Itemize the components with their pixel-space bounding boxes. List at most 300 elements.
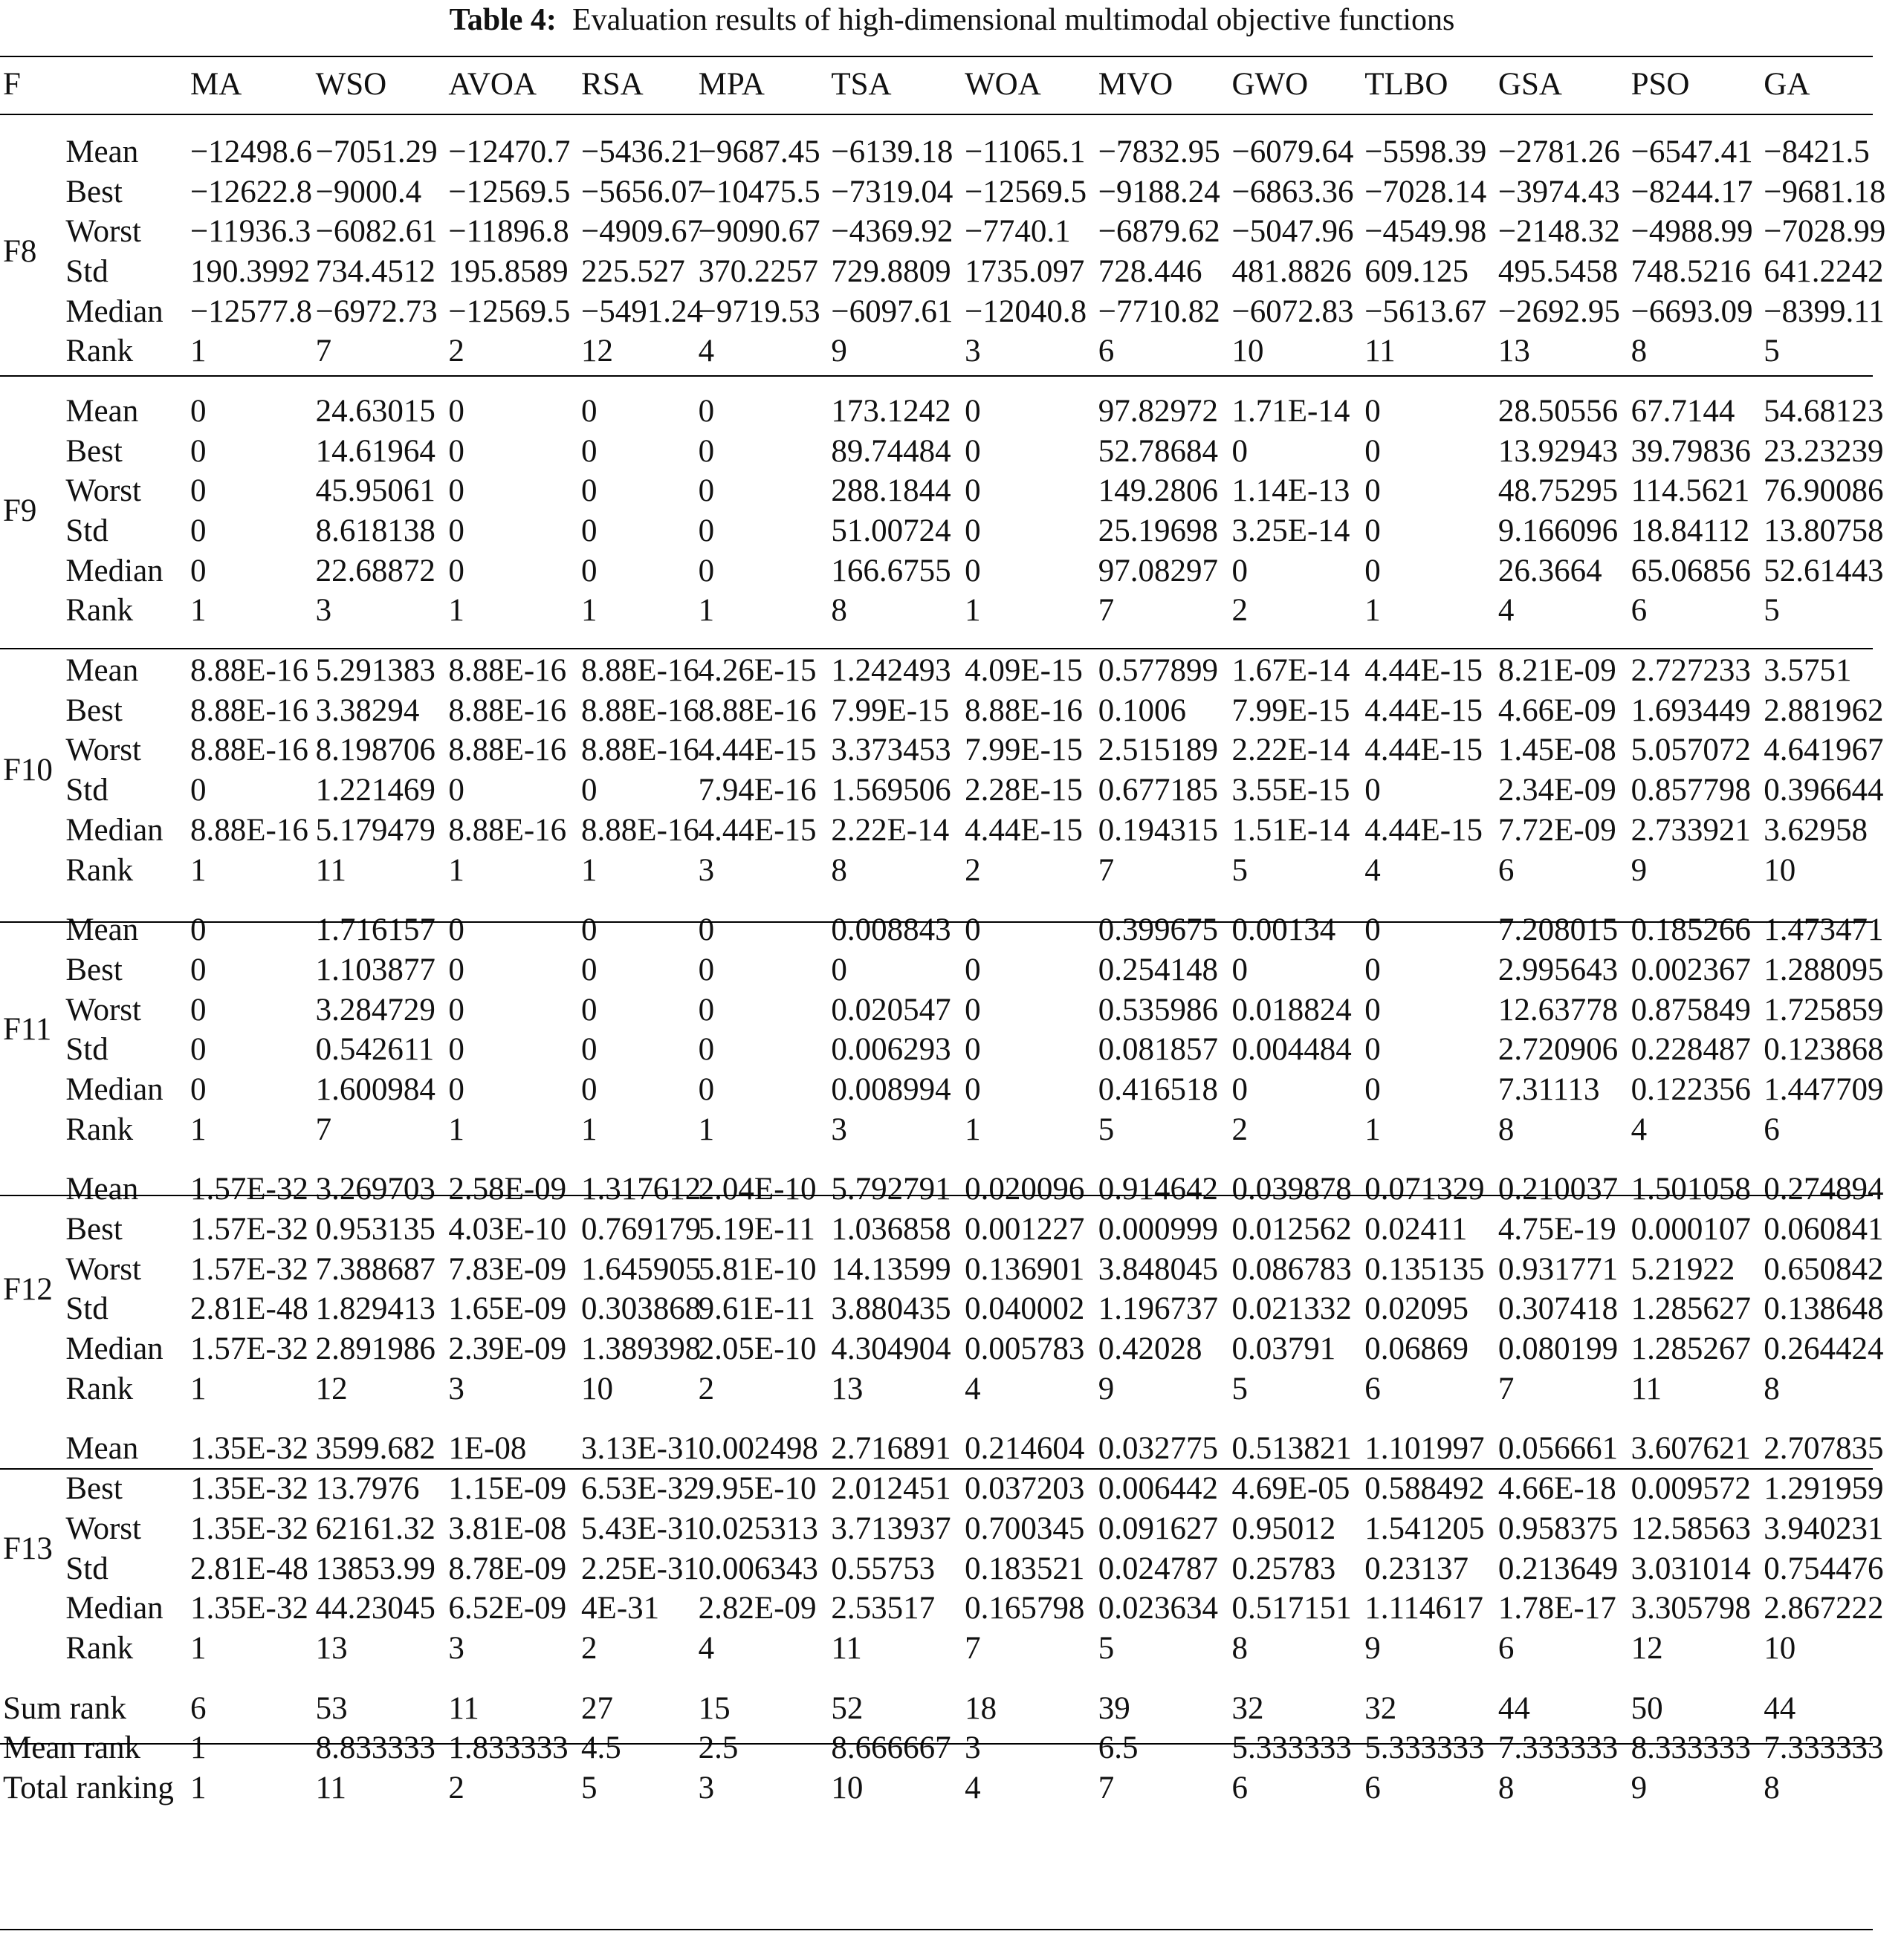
table-cell: 0 [698, 1071, 715, 1107]
table-cell: 0 [698, 393, 715, 429]
table-cell: 0 [448, 1032, 464, 1068]
table-cell: 2 [1231, 593, 1248, 629]
table-row [0, 1409, 1873, 1470]
table-cell: 51.00724 [831, 513, 951, 549]
table-cell: 8.666667 [831, 1730, 951, 1766]
table-rule [0, 375, 1873, 377]
table-rule [0, 921, 1873, 923]
table-cell: 39.79836 [1631, 433, 1751, 469]
table-cell: 39 [1098, 1690, 1130, 1726]
table-cell: 0 [448, 513, 464, 549]
table-cell: 44 [1497, 1690, 1530, 1726]
table-row [0, 1369, 1873, 1409]
table-cell: 0.588492 [1364, 1471, 1485, 1507]
table-cell: 0.875849 [1631, 992, 1751, 1028]
column-header: RSA [581, 66, 644, 102]
stat-label: Median [65, 293, 163, 329]
table-cell: 3.031014 [1631, 1551, 1751, 1586]
stat-label: Mean [65, 653, 139, 689]
table-cell: 1.71E-14 [1231, 393, 1350, 429]
table-cell: −9090.67 [698, 214, 820, 250]
table-cell: 0.023634 [1098, 1591, 1219, 1626]
table-cell: 728.446 [1098, 253, 1202, 289]
stat-label: Mean [65, 134, 139, 169]
table-cell: 8 [1764, 1770, 1780, 1805]
table-cell: 0 [448, 912, 464, 948]
table-cell: 4.44E-15 [1364, 692, 1483, 728]
table-cell: 0.025313 [698, 1511, 818, 1546]
table-cell: −2692.95 [1497, 293, 1620, 329]
table-cell: 0.396644 [1764, 773, 1884, 808]
table-cell: 4.26E-15 [698, 653, 817, 689]
table-cell: 0 [581, 773, 598, 808]
column-header: TLBO [1364, 66, 1448, 102]
table-cell: 0 [581, 1071, 598, 1107]
table-cell: 1 [190, 852, 207, 888]
table-cell: 0.006442 [1098, 1471, 1219, 1507]
table-cell: 1.447709 [1764, 1071, 1884, 1107]
stat-label: Std [65, 1032, 109, 1068]
table-cell: −11936.3 [190, 214, 311, 250]
table-cell: 12 [581, 334, 614, 369]
table-cell: 0 [1364, 433, 1381, 469]
table-row [0, 1589, 1873, 1629]
table-cell: 4 [1364, 852, 1381, 888]
table-cell: 0.056661 [1497, 1431, 1619, 1467]
table-rule [0, 56, 1873, 57]
table-cell: 1 [190, 1112, 207, 1147]
table-cell: −2781.26 [1497, 134, 1620, 169]
table-cell: 0.00134 [1231, 912, 1336, 948]
table-cell: 0.416518 [1098, 1071, 1219, 1107]
table-cell: −5613.67 [1364, 293, 1487, 329]
table-cell: 0.123868 [1764, 1032, 1884, 1068]
table-cell: 481.8826 [1231, 253, 1352, 289]
table-cell: 0.002498 [698, 1431, 818, 1467]
table-caption [0, 1, 1904, 39]
table-cell: 0 [190, 1071, 207, 1107]
table-row [0, 591, 1873, 632]
table-cell: 0.021332 [1231, 1291, 1352, 1327]
table-cell: 4.304904 [831, 1331, 951, 1367]
table-row [0, 1329, 1873, 1369]
table-cell: 1.833333 [448, 1730, 569, 1766]
table-cell: 0 [698, 473, 715, 509]
table-cell: 2 [965, 852, 981, 888]
stat-label: Worst [65, 733, 141, 768]
table-cell: 0 [965, 952, 981, 987]
table-cell: 1.35E-32 [190, 1591, 308, 1626]
table-cell: 3.38294 [315, 692, 420, 728]
table-cell: 1 [190, 593, 207, 629]
table-cell: 0 [965, 912, 981, 948]
table-cell: 1.78E-17 [1497, 1591, 1616, 1626]
stat-label: Rank [65, 334, 134, 369]
table-cell: 6.52E-09 [448, 1591, 567, 1626]
table-cell: 0.037203 [965, 1471, 1085, 1507]
table-cell: 3.269703 [315, 1172, 435, 1207]
table-cell: 0.000999 [1098, 1212, 1219, 1247]
table-cell: 0.254148 [1098, 952, 1219, 987]
table-cell: 7 [315, 334, 332, 369]
table-cell: 1.196737 [1098, 1291, 1219, 1327]
table-cell: 0 [190, 992, 207, 1028]
table-cell: 76.90086 [1764, 473, 1884, 509]
stat-label: Worst [65, 1511, 141, 1546]
table-cell: 0.213649 [1497, 1551, 1619, 1586]
table-cell: −9719.53 [698, 293, 820, 329]
table-cell: 0 [448, 433, 464, 469]
column-header: TSA [831, 66, 892, 102]
table-cell: 0 [448, 992, 464, 1028]
table-cell: 27 [581, 1690, 614, 1726]
stat-label: Best [65, 174, 123, 210]
table-cell: 53 [315, 1690, 348, 1726]
table-cell: 0.274894 [1764, 1172, 1884, 1207]
table-cell: −5656.07 [581, 174, 704, 210]
table-cell: 3.848045 [1098, 1251, 1219, 1287]
table-cell: −6139.18 [831, 134, 953, 169]
table-cell: 1.57E-32 [190, 1212, 308, 1247]
table-cell: 7.99E-15 [965, 733, 1083, 768]
stat-label: Median [65, 1331, 163, 1367]
table-cell: 6 [190, 1690, 207, 1726]
table-cell: 3 [965, 1730, 981, 1766]
table-cell: 0 [581, 473, 598, 509]
table-cell: 1.114617 [1364, 1591, 1483, 1626]
table-cell: 190.3992 [190, 253, 311, 289]
table-cell: 1.65E-09 [448, 1291, 567, 1327]
function-label: F8 [3, 234, 37, 270]
table-cell: 4.66E-09 [1497, 692, 1616, 728]
stat-label: Worst [65, 992, 141, 1028]
table-cell: −6863.36 [1231, 174, 1354, 210]
table-cell: 2 [448, 334, 464, 369]
table-cell: 0 [190, 952, 207, 987]
table-cell: 3599.682 [315, 1431, 435, 1467]
column-header: MPA [698, 66, 765, 102]
table-cell: 8.88E-16 [448, 812, 567, 848]
table-cell: 2.81E-48 [190, 1291, 308, 1327]
table-row [0, 1509, 1873, 1549]
table-cell: 11 [315, 852, 347, 888]
table-cell: 6 [1098, 334, 1115, 369]
table-cell: 25.19698 [1098, 513, 1219, 549]
table-cell: 0.091627 [1098, 1511, 1219, 1546]
table-cell: 0.002367 [1631, 952, 1751, 987]
table-cell: 13 [1497, 334, 1530, 369]
table-cell: 8 [1631, 334, 1648, 369]
table-cell: 8 [1764, 1371, 1780, 1406]
table-cell: 7.83E-09 [448, 1251, 567, 1287]
table-cell: 0 [965, 553, 981, 588]
table-cell: 1 [448, 1112, 464, 1147]
table-cell: 0.183521 [965, 1551, 1085, 1586]
table-cell: 0 [965, 992, 981, 1028]
table-cell: −7832.95 [1098, 134, 1220, 169]
table-cell: 495.5458 [1497, 253, 1619, 289]
table-cell: 18 [965, 1690, 997, 1726]
table-cell: 0 [190, 553, 207, 588]
table-cell: 4.44E-15 [1364, 653, 1483, 689]
table-cell: 0.677185 [1098, 773, 1219, 808]
table-cell: 0 [448, 773, 464, 808]
table-cell: 1.242493 [831, 653, 951, 689]
table-row [0, 1030, 1873, 1070]
table-cell: −9687.45 [698, 134, 820, 169]
table-cell: 3 [698, 852, 715, 888]
table-cell: 0.264424 [1764, 1331, 1884, 1367]
table-cell: 1 [1364, 1112, 1381, 1147]
table-cell: −12577.8 [190, 293, 312, 329]
table-cell: 0.081857 [1098, 1032, 1219, 1068]
table-cell: 1.285267 [1631, 1331, 1751, 1367]
table-cell: 1.67E-14 [1231, 653, 1350, 689]
column-header: WOA [965, 66, 1041, 102]
table-cell: −8421.5 [1764, 134, 1870, 169]
table-cell: 3 [448, 1371, 464, 1406]
table-cell: 1.600984 [315, 1071, 435, 1107]
table-cell: −12040.8 [965, 293, 1087, 329]
table-cell: 5.43E-31 [581, 1511, 699, 1546]
table-cell: 8.88E-16 [448, 692, 567, 728]
table-row [0, 472, 1873, 512]
table-cell: 2.04E-10 [698, 1172, 817, 1207]
stat-label: Best [65, 433, 123, 469]
table-cell: 0.542611 [315, 1032, 435, 1068]
table-cell: 5 [1764, 593, 1780, 629]
table-cell: 0.23137 [1364, 1551, 1469, 1586]
table-row [0, 1070, 1873, 1110]
table-cell: 52.61443 [1764, 553, 1884, 588]
table-cell: 0.138648 [1764, 1291, 1884, 1327]
table-cell: 7 [1098, 852, 1115, 888]
table-cell: 10 [1764, 852, 1796, 888]
table-cell: 0.020096 [965, 1172, 1085, 1207]
table-cell: 0 [965, 473, 981, 509]
table-cell: 3.62958 [1764, 812, 1868, 848]
table-cell: 1E-08 [448, 1431, 527, 1467]
table-cell: −12569.5 [965, 174, 1087, 210]
table-cell: 149.2806 [1098, 473, 1219, 509]
table-cell: 5.792791 [831, 1172, 951, 1207]
table-row [0, 112, 1873, 172]
table-cell: −5598.39 [1364, 134, 1487, 169]
table-cell: 3.284729 [315, 992, 435, 1028]
stat-label: Rank [65, 1112, 134, 1147]
table-cell: 5 [1231, 1371, 1248, 1406]
table-cell: 609.125 [1364, 253, 1469, 289]
table-cell: −7740.1 [965, 214, 1071, 250]
table-cell: 0 [965, 513, 981, 549]
table-cell: 11 [448, 1690, 479, 1726]
table-cell: 0.039878 [1231, 1172, 1352, 1207]
table-row [0, 371, 1873, 432]
table-cell: 6.5 [1098, 1730, 1139, 1766]
table-cell: 2.891986 [315, 1331, 435, 1367]
table-cell: 0.122356 [1631, 1071, 1751, 1107]
table-cell: −4988.99 [1631, 214, 1753, 250]
table-cell: 4.5 [581, 1730, 621, 1766]
table-cell: 0.931771 [1497, 1251, 1619, 1287]
table-cell: 7.208015 [1497, 912, 1619, 948]
table-cell: 14.13599 [831, 1251, 951, 1287]
table-cell: 0 [1364, 1032, 1381, 1068]
table-cell: 0.060841 [1764, 1212, 1884, 1247]
table-cell: 5 [1231, 852, 1248, 888]
table-cell: −12498.6 [190, 134, 312, 169]
table-cell: 0.769179 [581, 1212, 702, 1247]
table-title: Evaluation results of high-dimensional multimodal objective functions [571, 3, 1455, 37]
table-cell: 0.25783 [1231, 1551, 1336, 1586]
table-cell: 11 [315, 1770, 347, 1805]
stat-label: Std [65, 513, 109, 549]
table-cell: 0.577899 [1098, 653, 1219, 689]
table-cell: 5 [581, 1770, 598, 1805]
table-row [0, 511, 1873, 551]
table-cell: 52 [831, 1690, 864, 1726]
table-cell: 4.03E-10 [448, 1212, 567, 1247]
table-cell: 0 [581, 433, 598, 469]
table-cell: 5.291383 [315, 653, 435, 689]
table-cell: 0 [965, 433, 981, 469]
table-cell: 3 [965, 334, 981, 369]
table-cell: 1.101997 [1364, 1431, 1485, 1467]
stat-label: Median [65, 1071, 163, 1107]
function-label: F11 [3, 1012, 52, 1048]
table-row [0, 890, 1873, 950]
table-cell: 13 [315, 1630, 348, 1666]
table-cell: 1.285627 [1631, 1291, 1751, 1327]
stat-label: Best [65, 1212, 123, 1247]
table-cell: 5.057072 [1631, 733, 1751, 768]
table-cell: 0.02411 [1364, 1212, 1468, 1247]
table-cell: −12569.5 [448, 293, 571, 329]
table-cell: 0.032775 [1098, 1431, 1219, 1467]
table-cell: 2.28E-15 [965, 773, 1083, 808]
stat-label: Median [65, 553, 163, 588]
table-cell: 0 [581, 992, 598, 1028]
table-cell: 0 [698, 553, 715, 588]
table-cell: 729.8809 [831, 253, 951, 289]
table-cell: 0 [831, 952, 847, 987]
table-cell: 8.88E-16 [965, 692, 1083, 728]
table-cell: 195.8589 [448, 253, 569, 289]
stat-label: Std [65, 773, 109, 808]
table-cell: 4 [1497, 593, 1515, 629]
table-cell: 3 [831, 1112, 847, 1147]
table-cell: 5.19E-11 [698, 1212, 815, 1247]
table-cell: 12 [1631, 1630, 1663, 1666]
table-cell: 14.61964 [315, 433, 435, 469]
table-cell: 0.086783 [1231, 1251, 1352, 1287]
table-row [0, 691, 1873, 731]
table-cell: 5.81E-10 [698, 1251, 817, 1287]
table-cell: 6 [1497, 1630, 1515, 1666]
table-cell: 0.650842 [1764, 1251, 1884, 1287]
table-cell: 0.194315 [1098, 812, 1219, 848]
table-cell: 5 [1098, 1630, 1115, 1666]
table-cell: 3 [315, 593, 332, 629]
table-cell: 4 [965, 1770, 981, 1805]
table-cell: 3.305798 [1631, 1591, 1751, 1626]
table-cell: 748.5216 [1631, 253, 1751, 289]
table-cell: −11065.1 [965, 134, 1086, 169]
table-cell: 0.005783 [965, 1331, 1085, 1367]
table-cell: 0.009572 [1631, 1471, 1751, 1507]
table-cell: 0.307418 [1497, 1291, 1619, 1327]
table-cell: 24.63015 [315, 393, 435, 429]
table-cell: 8 [831, 852, 847, 888]
table-cell: 7.99E-15 [831, 692, 950, 728]
table-row [0, 252, 1873, 292]
table-cell: 8 [831, 593, 847, 629]
table-cell: −8399.11 [1764, 293, 1885, 329]
column-header: WSO [315, 66, 387, 102]
table-cell: 1 [581, 593, 598, 629]
table-cell: −5436.21 [581, 134, 704, 169]
table-cell: 4.09E-15 [965, 653, 1083, 689]
table-cell: 166.6755 [831, 553, 951, 588]
summary-label: Mean rank [3, 1730, 141, 1766]
table-cell: 8.88E-16 [698, 692, 817, 728]
table-cell: 0 [965, 1071, 981, 1107]
table-cell: 4.44E-15 [965, 812, 1083, 848]
table-cell: 0 [190, 773, 207, 808]
table-cell: 0 [581, 553, 598, 588]
table-cell: 8.88E-16 [448, 733, 567, 768]
table-cell: 32 [1231, 1690, 1264, 1726]
table-cell: 10 [581, 1371, 614, 1406]
table-cell: 0.018824 [1231, 992, 1352, 1028]
column-header: MVO [1098, 66, 1173, 102]
table-cell: 0.012562 [1231, 1212, 1352, 1247]
table-cell: 0 [190, 513, 207, 549]
table-cell: −9681.18 [1764, 174, 1886, 210]
table-cell: −6547.41 [1631, 134, 1753, 169]
table-cell: −7051.29 [315, 134, 438, 169]
column-header: GWO [1231, 66, 1309, 102]
table-cell: 1 [190, 334, 207, 369]
table-cell: 10 [1764, 1630, 1796, 1666]
stat-label: Rank [65, 1371, 134, 1406]
table-cell: 0.006343 [698, 1551, 818, 1586]
table-cell: 8.88E-16 [581, 733, 699, 768]
table-cell: 0.06869 [1364, 1331, 1469, 1367]
table-cell: 0 [190, 433, 207, 469]
table-cell: 2 [448, 1770, 464, 1805]
stat-label: Worst [65, 1251, 141, 1287]
table-cell: 2.53517 [831, 1591, 936, 1626]
table-cell: 0.080199 [1497, 1331, 1619, 1367]
table-rule [0, 1743, 1873, 1745]
table-cell: 3.373453 [831, 733, 951, 768]
table-cell: 0 [698, 513, 715, 549]
table-cell: 173.1242 [831, 393, 951, 429]
table-row [0, 811, 1873, 851]
table-cell: −4369.92 [831, 214, 953, 250]
table-cell: 2.707835 [1764, 1431, 1884, 1467]
table-cell: 8.88E-16 [190, 812, 308, 848]
table-cell: 1 [581, 1112, 598, 1147]
table-cell: 6 [1497, 852, 1515, 888]
table-cell: 1.291959 [1764, 1471, 1884, 1507]
summary-row [0, 1669, 1873, 1729]
table-rule [0, 648, 1873, 649]
table-cell: 0 [1231, 1071, 1248, 1107]
table-cell: 4 [1631, 1112, 1648, 1147]
stat-label: Mean [65, 912, 139, 948]
